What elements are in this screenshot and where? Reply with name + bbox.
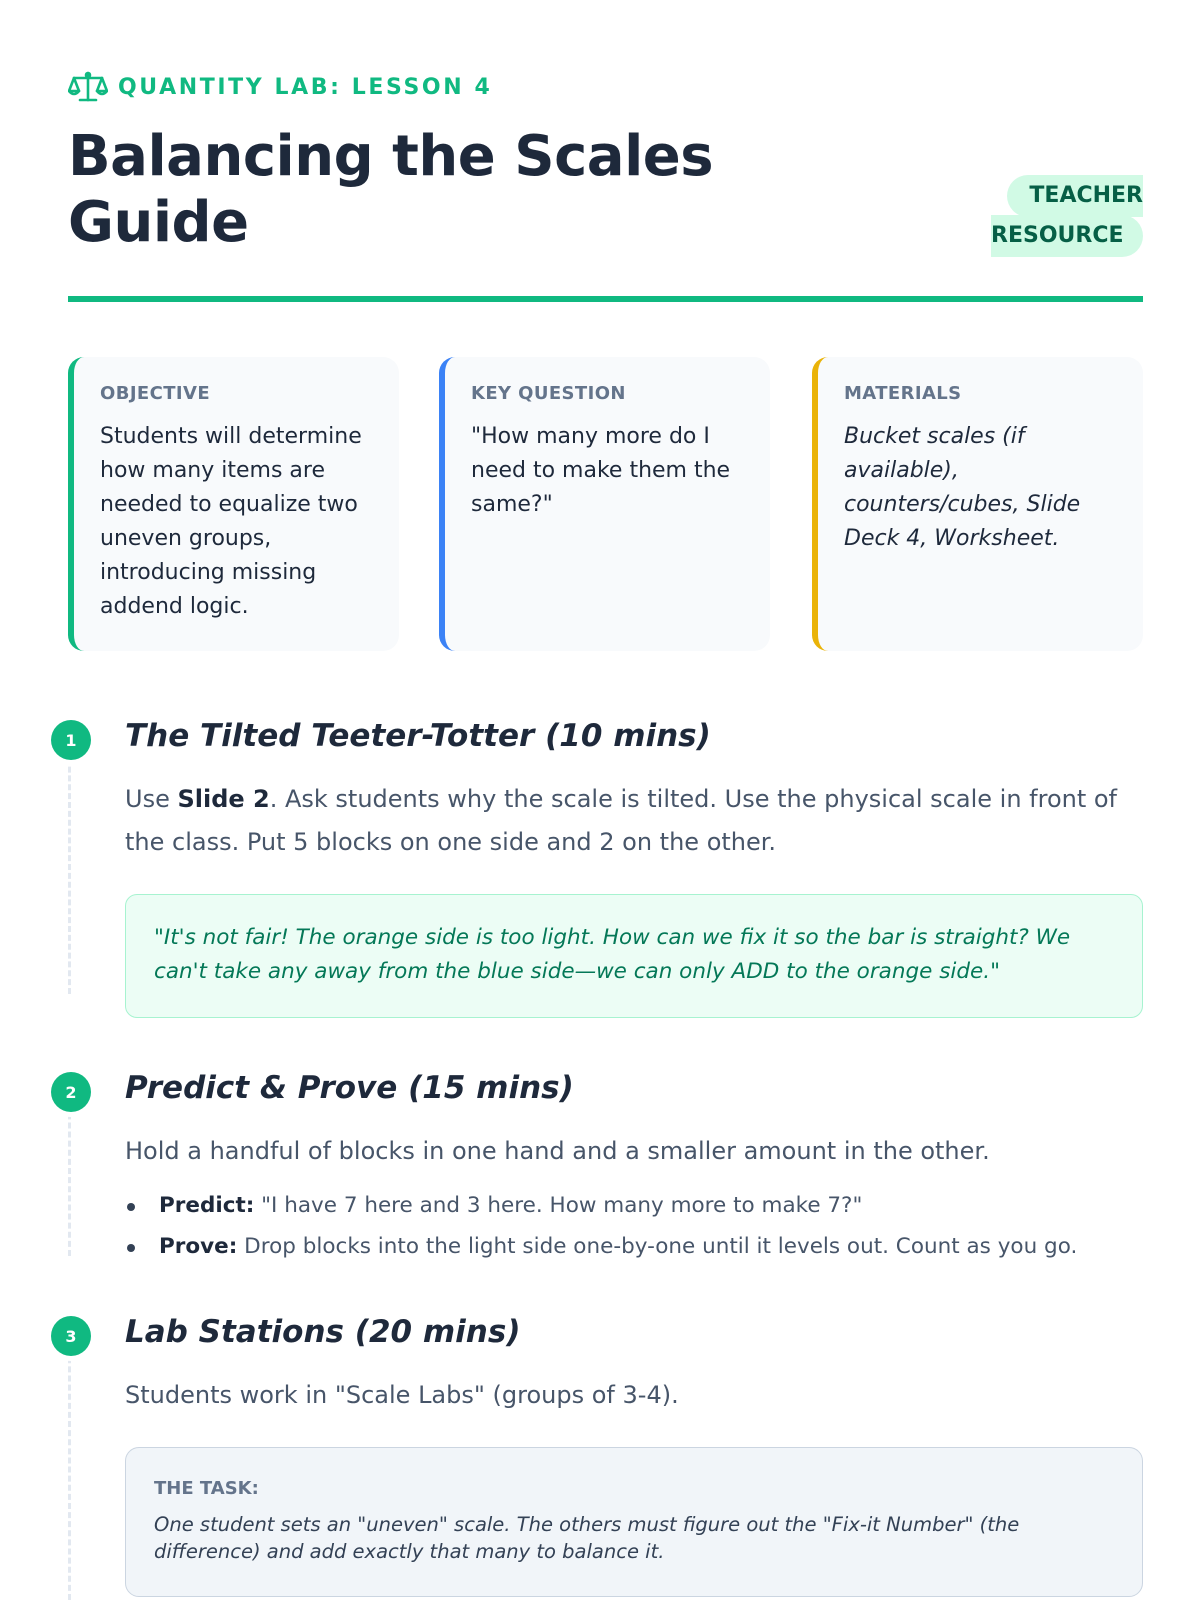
teacher-script-callout [125,894,1143,1018]
teacher-resource-badge [991,175,1143,259]
step-number-badge: 3 [51,1316,91,1356]
badge-label-line2: RESOURCE [991,223,1124,248]
teacher-script-text: "It's not fair! The orange side is too light. How can we fix it so the bar is straight? We can't take any away from the blue side—we can only ADD to the orange side." [154,925,1071,984]
step-title: Predict & Prove (15 mins) [125,1070,574,1106]
step-description: Hold a handful of blocks in one hand and a smaller amount in the other. [125,1137,990,1165]
badge-label-line1: TEACHER [1029,183,1143,208]
predict-prove-list [125,1185,1143,1267]
step-number-badge: 2 [51,1072,91,1112]
step-title: The Tilted Teeter-Totter (10 mins) [125,718,711,754]
objective-text: Students will determine how many items are needed to equalize two uneven groups, introducing missing addend logic. [100,424,362,619]
objective-label: OBJECTIVE [100,383,211,404]
task-label: THE TASK: [154,1478,259,1499]
materials-card [812,357,1143,651]
step-title: Lab Stations (20 mins) [125,1314,521,1350]
header-divider [68,296,1143,302]
list-item: Prove: Drop blocks into the light side one-by-one until it levels out. Count as you go. [125,1226,1143,1267]
materials-text: Bucket scales (if available), counters/cubes, Slide Deck 4, Worksheet. [844,424,1081,551]
scale-icon [68,70,108,104]
key-question-label: KEY QUESTION [471,383,626,404]
key-question-text: "How many more do I need to make them the same?" [471,424,731,517]
lesson-number: QUANTITY LAB: LESSON 4 [118,74,493,100]
step-number-badge: 1 [51,720,91,760]
task-text: One student sets an "uneven" scale. The others must figure out the "Fix-it Number" (the difference) and add exactly that many to balance it. [154,1513,1020,1563]
step-description: Students work in "Scale Labs" (groups of 3-4). [125,1381,679,1409]
lesson-kicker [68,70,1143,104]
materials-label: MATERIALS [844,383,962,404]
timeline-connector [68,740,71,994]
lesson-header [68,70,1143,255]
task-callout [125,1447,1143,1597]
timeline-connector [68,1330,71,1600]
step-description: Use Slide 2. Ask students why the scale is tilted. Use the physical scale in front of the class. Put 5 blocks on one side and 2 on the other. [125,785,1118,856]
slide-reference: Slide 2 [177,785,270,813]
key-question-card [439,357,770,651]
overview-cards [68,357,1143,651]
objective-card [68,357,399,651]
page-title: Balancing the Scales Guide [68,124,714,255]
list-item: Predict: "I have 7 here and 3 here. How many more to make 7?" [125,1185,1143,1226]
